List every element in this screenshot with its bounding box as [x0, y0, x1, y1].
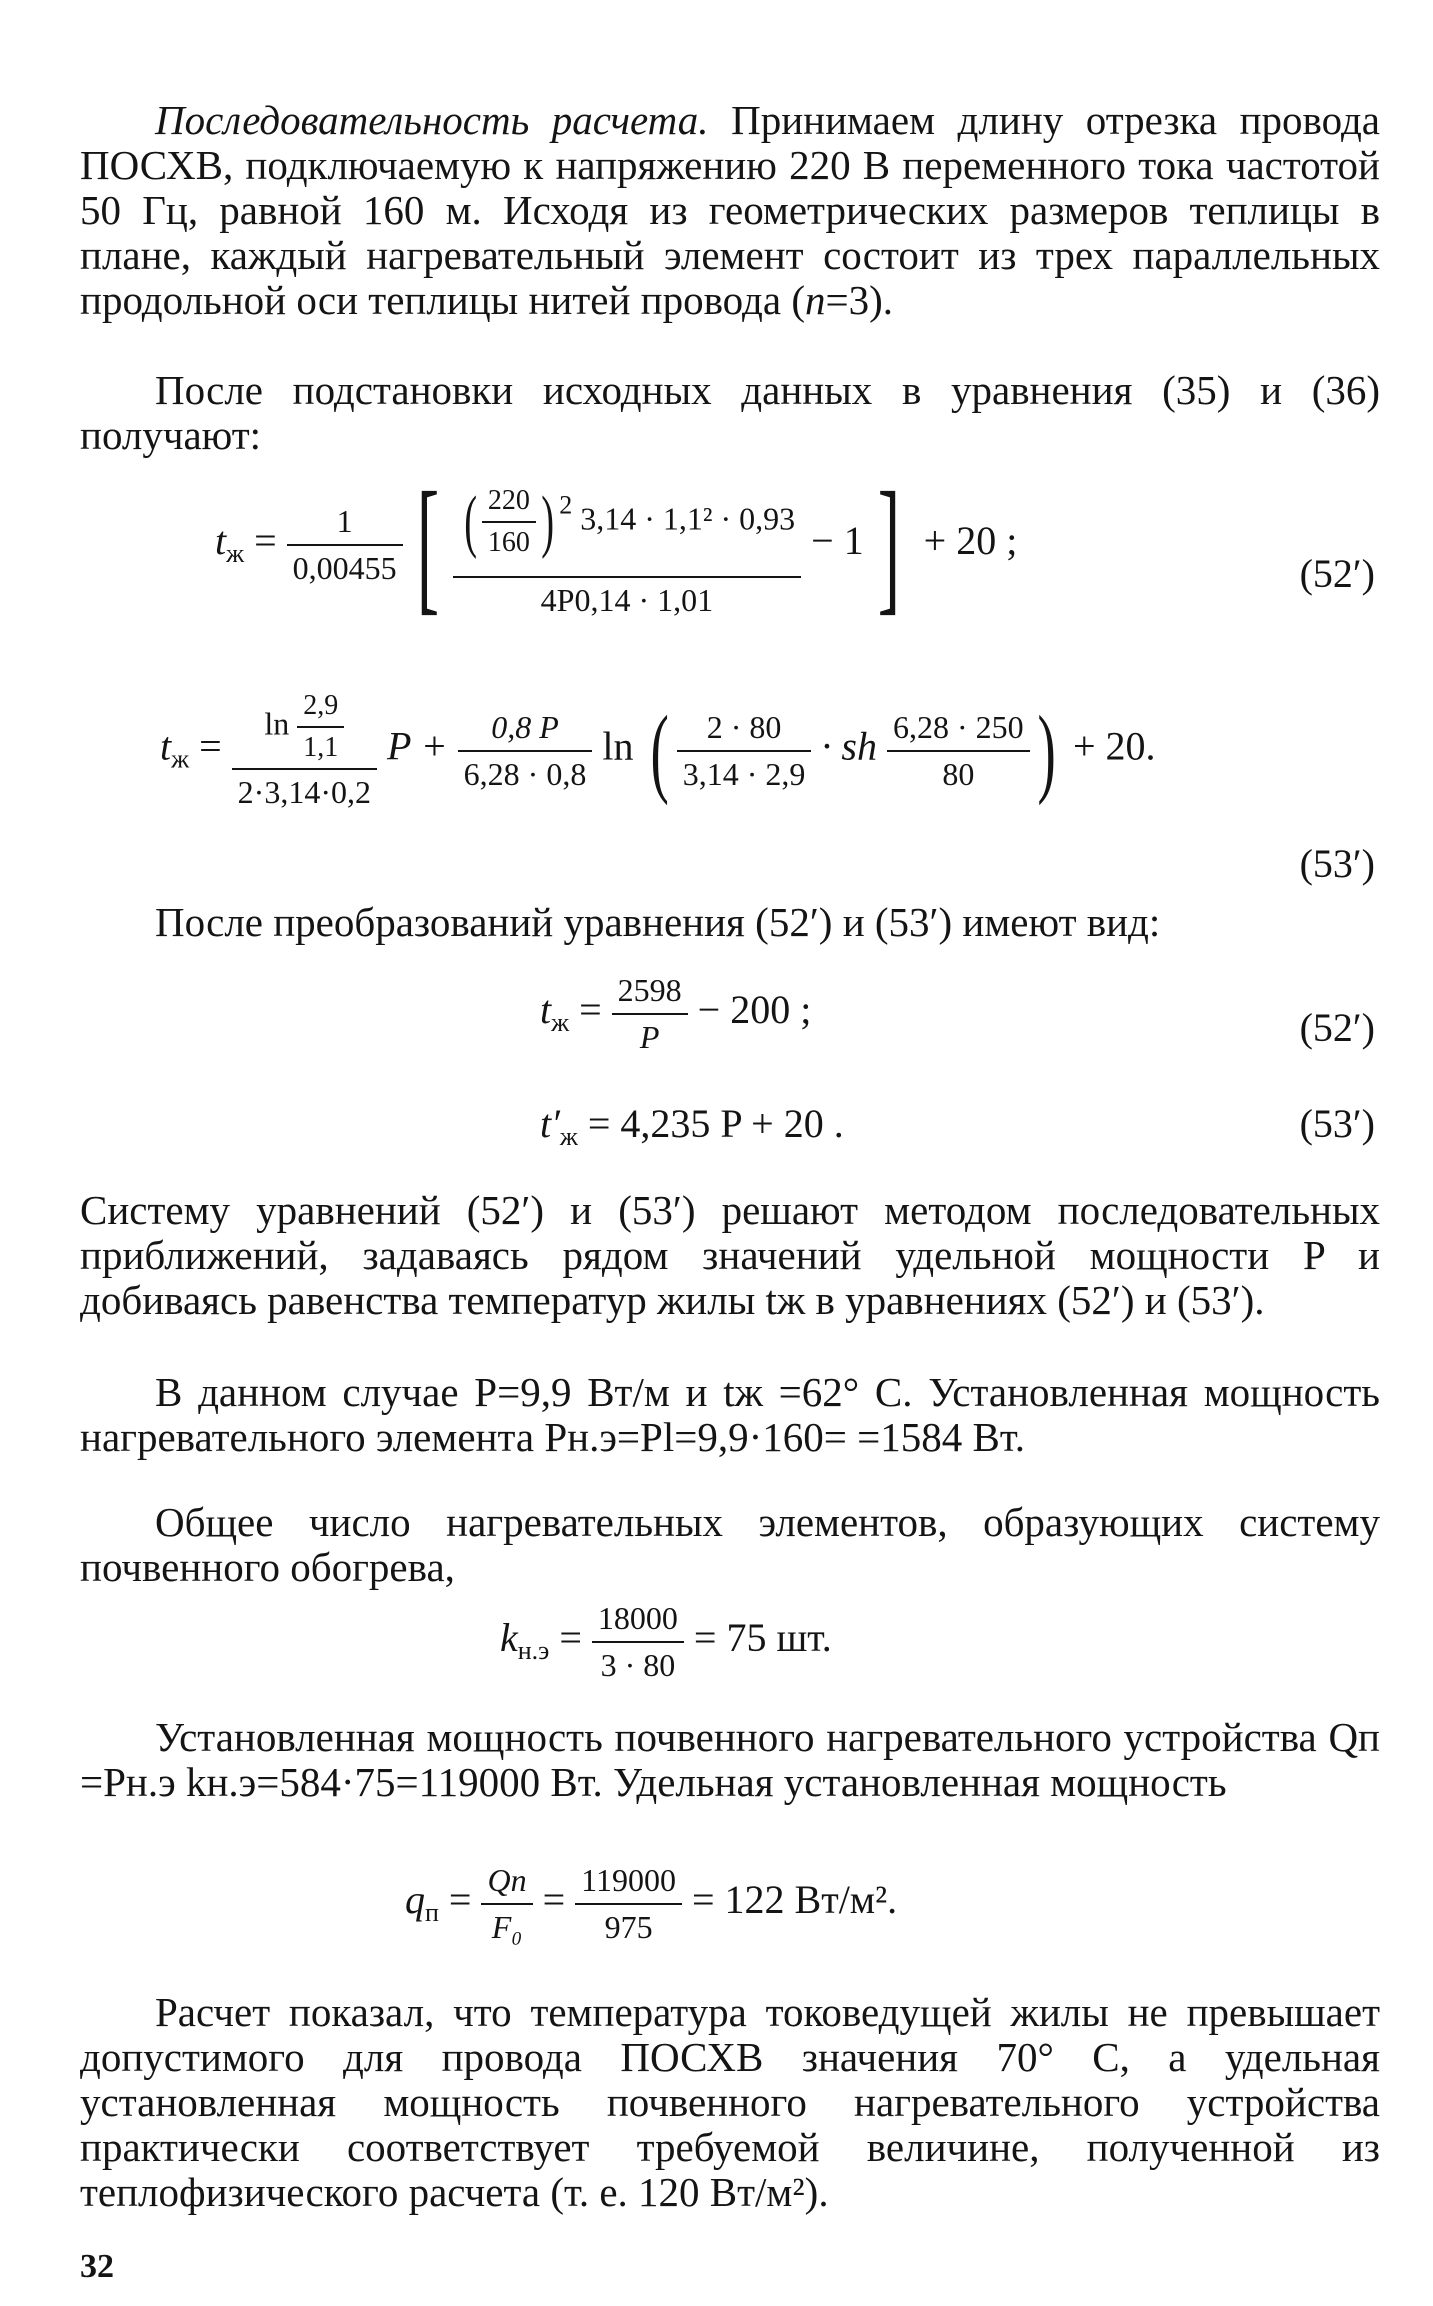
paragraph-substitution: После подстановки исходных данных в уравнения (35) и (36) получают:: [80, 367, 1380, 458]
equation-53-final: $t'_ж = 4,235$ P + 20 .: [540, 1101, 844, 1151]
eq-lhs-sub: ж: [226, 539, 245, 569]
eq-lhs: t: [215, 518, 227, 564]
page-number: 32: [80, 2248, 114, 2285]
fraction-ln: ln $\frac{2,9}{1,1}$ 2·3,14·0,2: [232, 690, 377, 811]
paragraph-text: Принимаем длину отрезка провода ПОСХВ, подключаемую к напряжению 220 В переменного тока частотой 50 Гц, равной 160 м. Исходя из геометрических размеров теплицы в плане, каждый нагревательный элемент состоит из трех параллельных продольной оси теплицы нитей провода (: [80, 97, 1381, 323]
paragraph-heading: Последовательность расчета.: [155, 97, 709, 143]
frac-den: 0,00455: [292, 550, 397, 586]
right-bracket: ]: [877, 462, 900, 628]
eq-label-52-b: (52′): [1299, 1005, 1375, 1050]
frac-220-160: $\frac{220}{160}$: [482, 485, 536, 559]
equation-53-initial: $t_ж$ = ln $\frac{2,9}{1,1}$ 2·3,14·0,2 P + $\frac{0,8 P}{6,28 \cdot 0,8}$ ln ( $\frac{2 \cdot 80}{3,14 \cdot 2,9}$ · sh $\frac{6,28 \cdot 250}{80}$ ) + 20.: [160, 690, 1156, 810]
paragraph-iteration-method: Систему уравнений (52′) и (53′) решают методом последовательных приближений, задаваясь рядом значений удельной мощности P и добиваясь равенства температур жилы tж в уравнениях (52′) и (53′).: [80, 1187, 1380, 1323]
left-bracket: [: [416, 462, 439, 628]
fraction-main: [453, 472, 802, 619]
variable-n: n: [804, 277, 826, 323]
eq-label-52-a: (52′): [1299, 551, 1375, 596]
equation-element-count: $k_{н.э}$ = $\frac{18000}{3 \cdot 80}$ = 75 шт.: [500, 1600, 832, 1683]
equation-52-final: $t_ж$ = $\frac{2598}{P}$ − 200 ;: [540, 972, 812, 1055]
frac-num: 1: [287, 503, 403, 546]
equation-52-initial: [215, 462, 1018, 628]
eq-label-53-b: (53′): [1299, 1101, 1375, 1146]
minus-one: − 1: [801, 518, 864, 564]
plus-twenty: + 20 ;: [913, 518, 1018, 564]
paragraph-installed-power: Установленная мощность почвенного нагревательного устройства Qп =Pн.э kн.э=584·75=119000 Вт. Удельная установленная мощность: [80, 1714, 1380, 1805]
frac-main-den: 4P0,14 · 1,01: [540, 581, 714, 618]
equation-specific-power: $q_п$ = $\frac{Qп}{\text{F₀}}$ = $\frac{119000}{975}$ = 122 Вт/м².: [405, 1862, 898, 1945]
paragraph-calc-sequence: [80, 98, 1380, 323]
paragraph-text-end: =3).: [825, 277, 893, 323]
fraction-coef: [287, 503, 403, 587]
paragraph-after-transform: После преобразований уравнения (52′) и (53′) имеют вид:: [155, 899, 1161, 945]
paragraph-result-values: В данном случае P=9,9 Вт/м и tж =62° С. Установленная мощность нагревательного элемента Pн.э=Pl=9,9·160= =1584 Вт.: [80, 1369, 1380, 1460]
paragraph-element-count: Общее число нагревательных элементов, образующих систему почвенного обогрева,: [80, 1499, 1380, 1590]
eq-sign: =: [244, 518, 287, 564]
paragraph-conclusion: Расчет показал, что температура токоведущей жилы не превышает допустимого для провода ПОСХВ значения 70° С, а удельная установленная мощность почвенного нагревательного устройства практически соответствует требуемой величине, полученной из теплофизического расчета (т. е. 120 Вт/м²).: [80, 1989, 1380, 2215]
frac-main-num: ( $\frac{220}{160}$ ) $^2$ 3,14 · 1,1² · 0,93: [453, 472, 802, 578]
eq-label-53-a: (53′): [1299, 841, 1375, 886]
